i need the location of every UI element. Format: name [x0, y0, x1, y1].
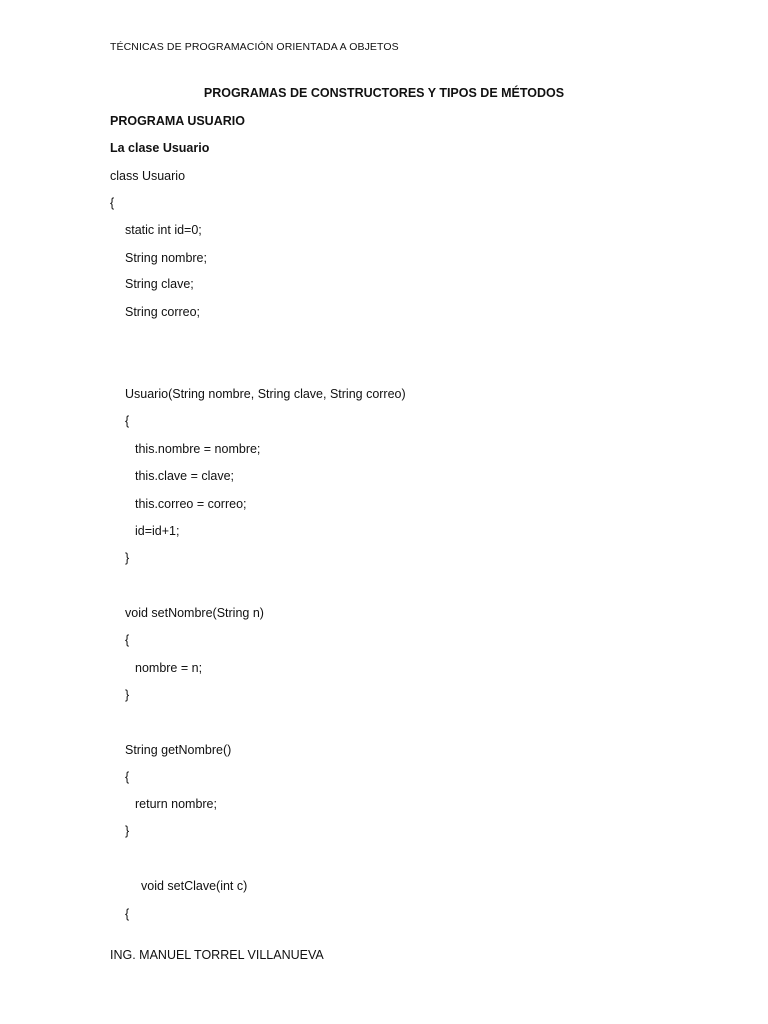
- section-heading: PROGRAMA USUARIO: [110, 114, 245, 128]
- code-line: {: [125, 907, 130, 921]
- code-line: nombre = n;: [135, 661, 203, 675]
- code-line: id=id+1;: [135, 524, 180, 538]
- code-line: String nombre;: [125, 251, 207, 265]
- code-line: String clave;: [125, 277, 194, 291]
- code-line: }: [125, 551, 130, 565]
- code-line: String getNombre(): [125, 743, 232, 757]
- document-title: PROGRAMAS DE CONSTRUCTORES Y TIPOS DE MÉTODOS: [203, 86, 565, 100]
- code-line: }: [125, 688, 130, 702]
- page-header: TÉCNICAS DE PROGRAMACIÓN ORIENTADA A OBJETOS: [110, 41, 399, 53]
- subsection-heading: La clase Usuario: [110, 141, 210, 155]
- code-line: {: [125, 770, 130, 784]
- code-line: this.correo = correo;: [135, 497, 247, 511]
- code-line: {: [125, 414, 130, 428]
- code-line: {: [110, 196, 115, 210]
- code-line: String correo;: [125, 305, 201, 319]
- footer-author: ING. MANUEL TORREL VILLANUEVA: [110, 948, 324, 962]
- code-line: return nombre;: [135, 797, 217, 811]
- code-line: {: [125, 633, 130, 647]
- code-line: this.nombre = nombre;: [135, 442, 261, 456]
- code-line: void setNombre(String n): [125, 606, 264, 620]
- code-line: class Usuario: [110, 169, 186, 183]
- code-line: void setClave(int c): [141, 879, 248, 893]
- code-line: }: [125, 824, 130, 838]
- code-line: Usuario(String nombre, String clave, String correo): [125, 387, 406, 401]
- code-line: this.clave = clave;: [135, 469, 235, 483]
- code-line: static int id=0;: [125, 223, 202, 237]
